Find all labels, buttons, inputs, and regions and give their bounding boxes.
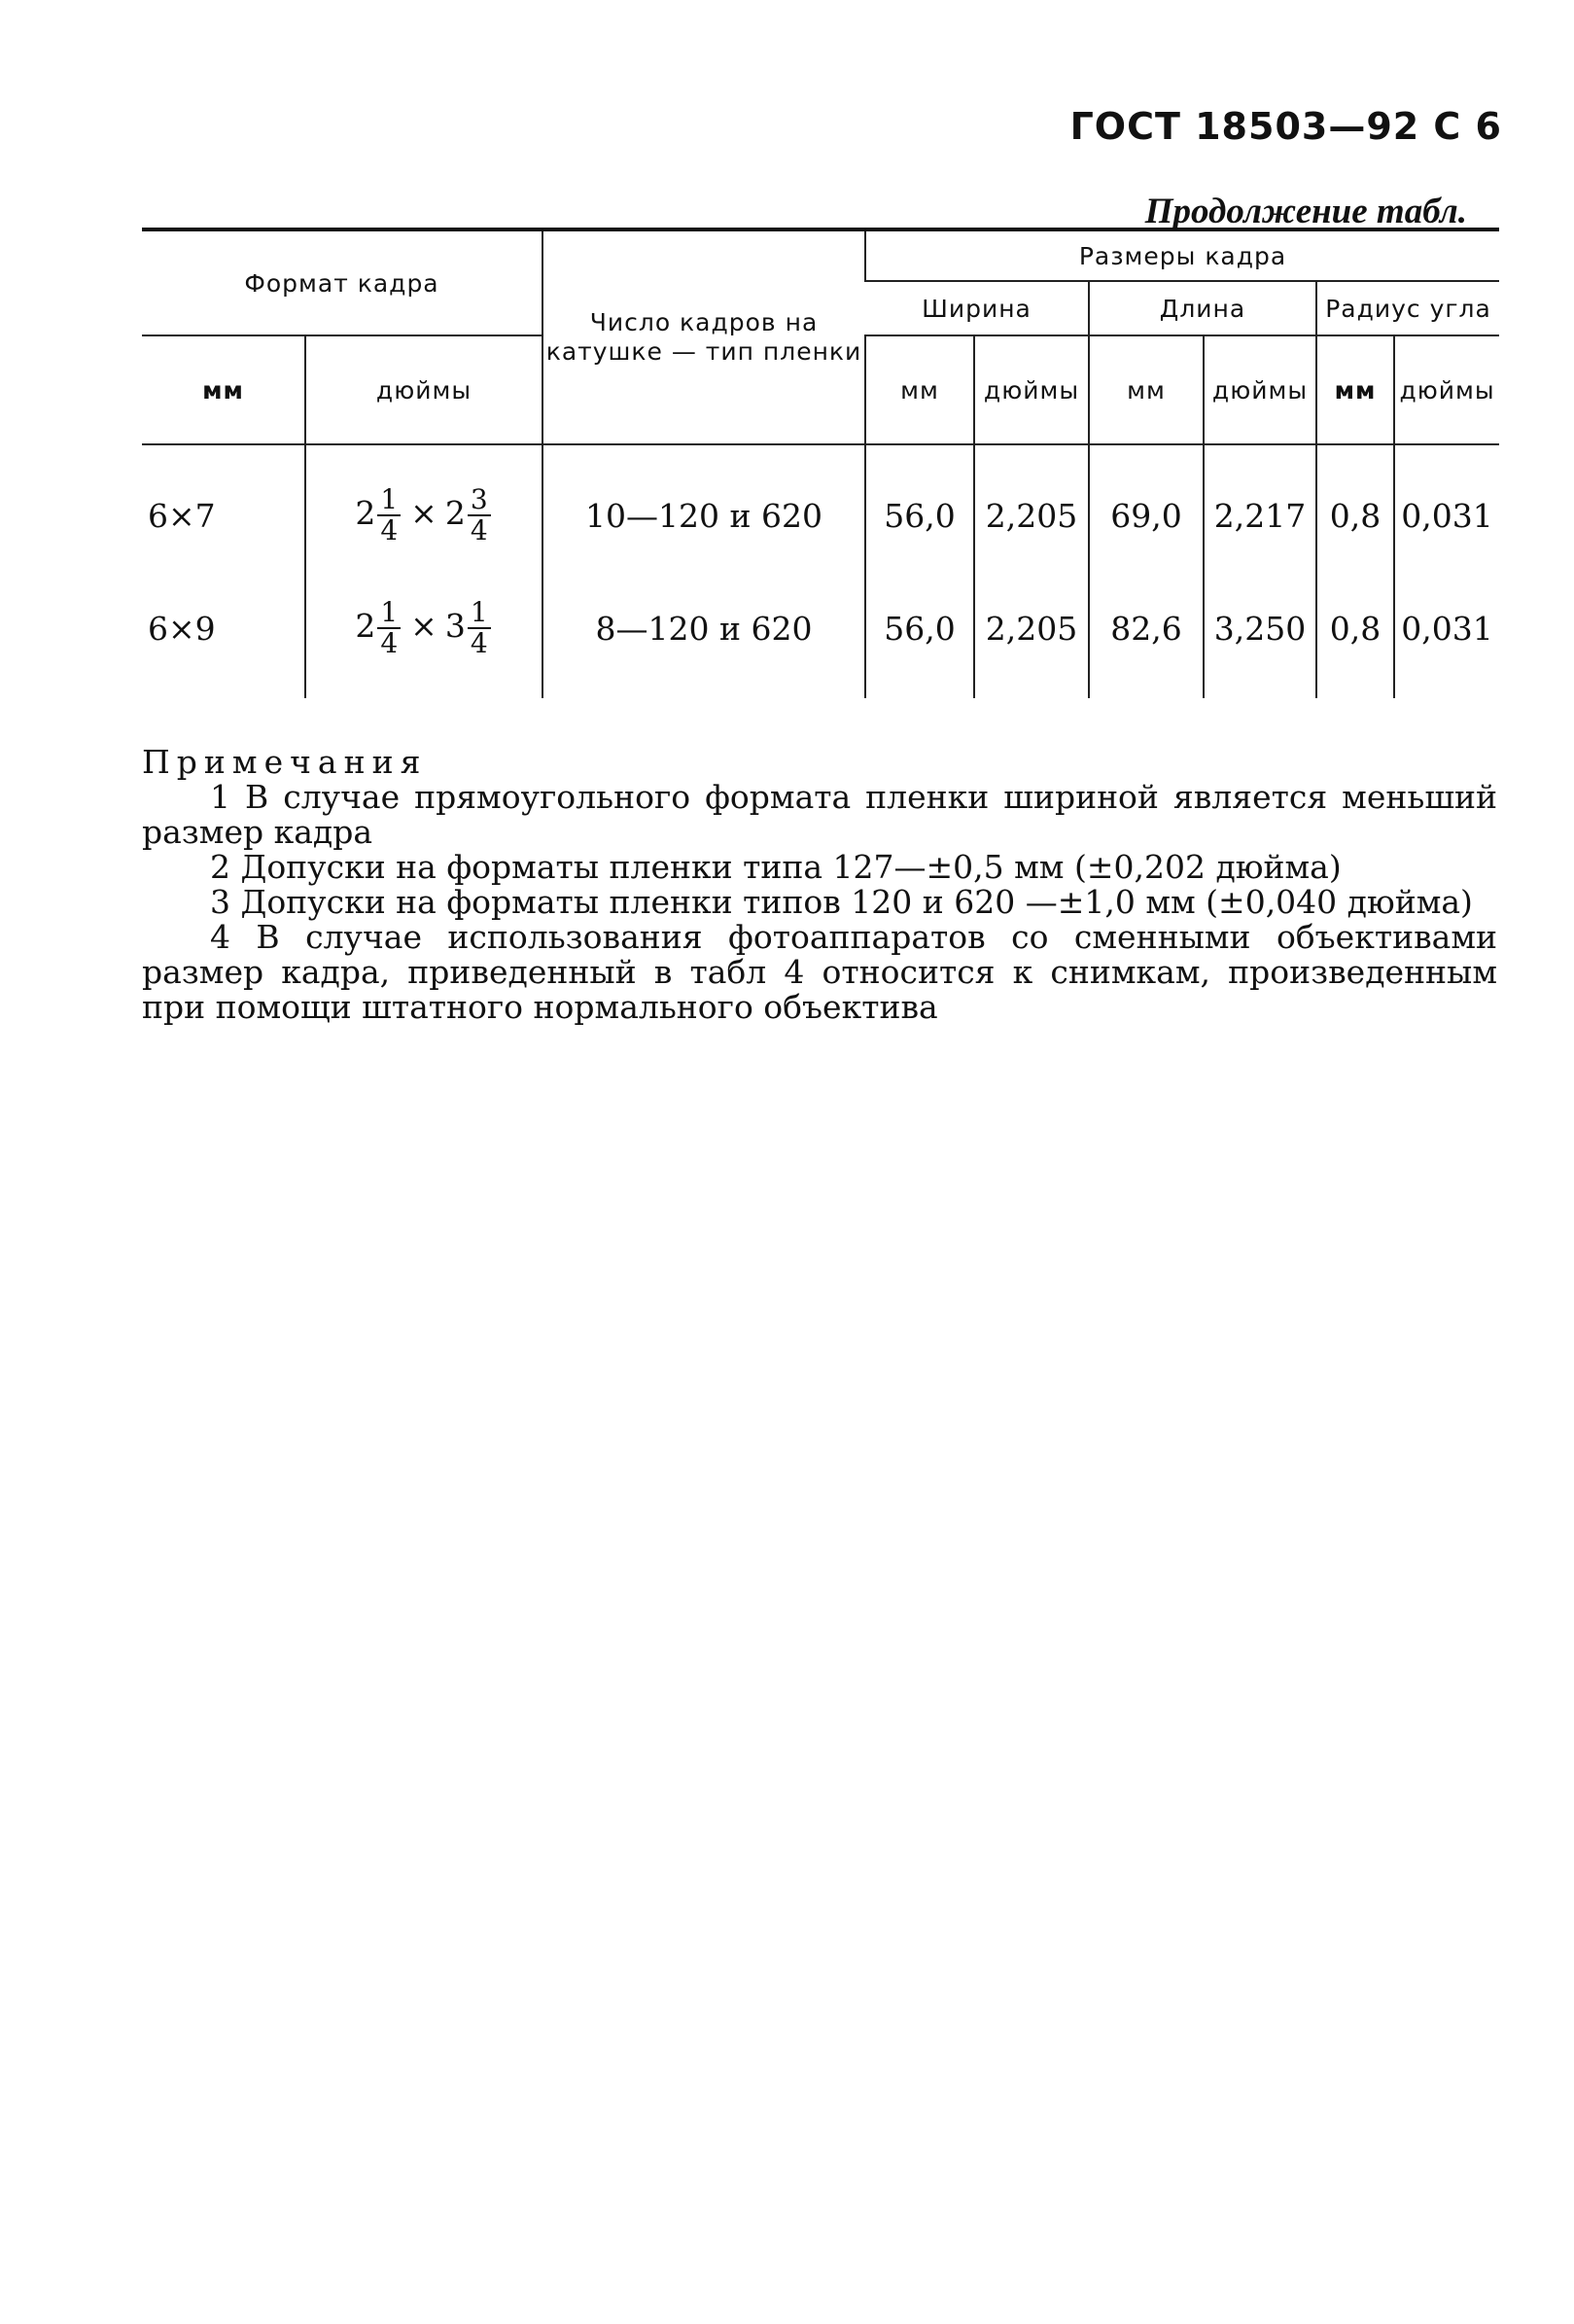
cell-width-inch: 2,205 bbox=[974, 444, 1089, 572]
cell-length-mm: 82,6 bbox=[1089, 572, 1204, 698]
fraction-denominator: 4 bbox=[380, 627, 399, 659]
fraction bbox=[377, 598, 401, 658]
header-length-mm: мм bbox=[1089, 335, 1204, 444]
header-width: Ширина bbox=[865, 281, 1089, 335]
table-row bbox=[142, 444, 1499, 572]
inch-whole: 3 bbox=[444, 607, 466, 645]
notes-section bbox=[142, 745, 1497, 1025]
cell-radius-mm: 0,8 bbox=[1316, 444, 1394, 572]
document-code: ГОСТ 18503—92 С 6 bbox=[1069, 105, 1502, 148]
cell-width-mm: 56,0 bbox=[865, 444, 974, 572]
cell-format-inch bbox=[305, 444, 542, 572]
notes-title: Примечания bbox=[142, 743, 428, 781]
frame-size-table bbox=[142, 228, 1499, 698]
header-format-mm: мм bbox=[142, 335, 305, 444]
table-row bbox=[142, 572, 1499, 698]
header-length: Длина bbox=[1089, 281, 1316, 335]
inch-whole: 2 bbox=[355, 607, 376, 645]
cell-frame-count: 8—120 и 620 bbox=[542, 572, 865, 698]
times-sign: × bbox=[410, 607, 437, 645]
frame-size-table-wrapper bbox=[142, 228, 1499, 698]
header-frame-sizes: Размеры кадра bbox=[865, 229, 1499, 281]
cell-radius-mm: 0,8 bbox=[1316, 572, 1394, 698]
fraction-denominator: 4 bbox=[380, 514, 399, 546]
header-frame-count: Число кадров на катушке — тип пленки bbox=[542, 229, 865, 444]
cell-width-mm: 56,0 bbox=[865, 572, 974, 698]
table-continuation-label: Продолжение табл. bbox=[1144, 192, 1467, 231]
header-format: Формат кадра bbox=[142, 229, 542, 335]
note-item: 2 Допуски на форматы пленки типа 127—±0,5 мм (±0,202 дюйма) bbox=[210, 848, 1342, 886]
cell-width-inch: 2,205 bbox=[974, 572, 1089, 698]
inch-whole: 2 bbox=[444, 494, 466, 532]
cell-radius-inch: 0,031 bbox=[1394, 444, 1499, 572]
fraction bbox=[377, 485, 401, 546]
header-format-inch: дюймы bbox=[305, 335, 542, 444]
header-radius-mm: мм bbox=[1316, 335, 1394, 444]
fraction bbox=[468, 598, 491, 658]
fraction-denominator: 4 bbox=[470, 627, 488, 659]
cell-frame-count: 10—120 и 620 bbox=[542, 444, 865, 572]
header-width-inch: дюймы bbox=[974, 335, 1089, 444]
cell-length-inch: 2,217 bbox=[1204, 444, 1316, 572]
cell-format-inch bbox=[305, 572, 542, 698]
fraction-numerator: 3 bbox=[468, 485, 491, 516]
header-width-mm: мм bbox=[865, 335, 974, 444]
inch-whole: 2 bbox=[355, 494, 376, 532]
note-item: 3 Допуски на форматы пленки типов 120 и 620 —±1,0 мм (±0,040 дюйма) bbox=[210, 883, 1473, 921]
cell-length-inch: 3,250 bbox=[1204, 572, 1316, 698]
cell-length-mm: 69,0 bbox=[1089, 444, 1204, 572]
note-item: 1 В случае прямоугольного формата пленки шириной является меньший размер кадра bbox=[142, 778, 1497, 851]
fraction-numerator: 1 bbox=[468, 598, 491, 629]
fraction bbox=[468, 485, 491, 546]
note-item: 4 В случае использования фотоаппаратов со сменными объективами размер кадра, приведенный в табл 4 относится к снимкам, произведенным при помощи штатного нормального объектива bbox=[142, 918, 1497, 1026]
cell-format-mm: 6×7 bbox=[148, 496, 216, 535]
header-length-inch: дюймы bbox=[1204, 335, 1316, 444]
fraction-denominator: 4 bbox=[470, 514, 488, 546]
cell-format-mm: 6×9 bbox=[148, 609, 216, 648]
fraction-numerator: 1 bbox=[377, 598, 401, 629]
times-sign: × bbox=[410, 494, 437, 532]
header-radius-inch: дюймы bbox=[1394, 335, 1499, 444]
header-corner-radius: Радиус угла bbox=[1316, 281, 1499, 335]
cell-radius-inch: 0,031 bbox=[1394, 572, 1499, 698]
fraction-numerator: 1 bbox=[377, 485, 401, 516]
